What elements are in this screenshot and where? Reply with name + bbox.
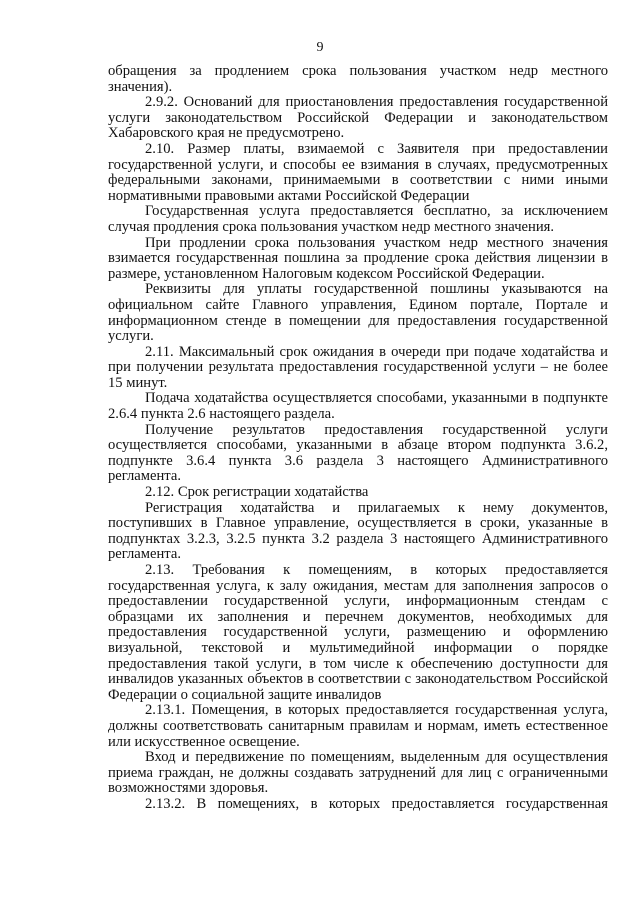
paragraph: Вход и передвижение по помещениям, выделенным для осуществления приема граждан, не должны создавать затруднений для лиц с ограниченными возможностями здоровья. — [108, 749, 608, 797]
paragraph: Реквизиты для уплаты государственной пошлины указываются на официальном сайте Главного управления, Едином портале, Портале и информационном стенде в помещении для предоставления государственной услуги. — [108, 281, 608, 345]
paragraph: 2.9.2. Оснований для приостановления предоставления государственной услуги законодательством Российской Федерации и законодательством Хабаровского края не предусмотрено. — [108, 94, 608, 142]
paragraph: Получение результатов предоставления государственной услуги осуществляется способами, указанными в абзаце втором подпункта 3.6.2, подпункте 3.6.4 пункта 3.6 раздела 3 настоящего Административного регламента. — [108, 421, 608, 485]
paragraph: Регистрация ходатайства и прилагаемых к нему документов, поступивших в Главное управление, осуществляется в сроки, указанные в подпунктах 3.2.3, 3.2.5 пункта 3.2 раздела 3 настоящего Административного регламента. — [108, 499, 608, 563]
paragraph: 2.13.1. Помещения, в которых предоставляется государственная услуга, должны соответствовать санитарным правилам и нормам, иметь естественное или искусственное освещение. — [108, 702, 608, 750]
paragraph: обращения за продлением срока пользования участком недр местного значения). — [108, 63, 608, 95]
document-body — [108, 64, 608, 813]
paragraph: При продлении срока пользования участком недр местного значения взимается государственная пошлина за продление срока действия лицензии в размере, установленном Налоговым кодексом Российской Федерации. — [108, 234, 608, 282]
section-heading: 2.12. Срок регистрации ходатайства — [145, 484, 369, 501]
paragraph: 2.10. Размер платы, взимаемой с Заявителя при предоставлении государственной услуги, и способы ее взимания в случаях, предусмотренных федеральными законами, принимаемыми в соответствии с ними иными нормативными правовыми актами Российской Федерации — [108, 140, 608, 204]
paragraph: Государственная услуга предоставляется бесплатно, за исключением случая продления срока пользования участком недр местного значения. — [108, 203, 608, 235]
paragraph: Подача ходатайства осуществляется способами, указанными в подпункте 2.6.4 пункта 2.6 настоящего раздела. — [108, 390, 608, 423]
page-number: 9 — [316, 40, 324, 55]
paragraph: 2.11. Максимальный срок ожидания в очереди при подаче ходатайства и при получении результата предоставления государственной услуги – не более 15 минут. — [108, 343, 608, 391]
paragraph: 2.13.2. В помещениях, в которых предоставляется государственная — [145, 795, 608, 812]
paragraph: 2.13. Требования к помещениям, в которых предоставляется государственная услуга, к залу ожидания, местам для заполнения запросов о предоставлении государственной услуги, информационным стендам с образцами их заполнения и перечнем документов, необходимых для предоставления государственной услуги, размещению и оформлению визуальной, текстовой и мультимедийной информации о порядке предоставления такой услуги, в том числе к обеспечению доступности для инвалидов указанных объектов в соответствии с законодательством Российской Федерации о социальной защите инвалидов — [108, 562, 608, 703]
